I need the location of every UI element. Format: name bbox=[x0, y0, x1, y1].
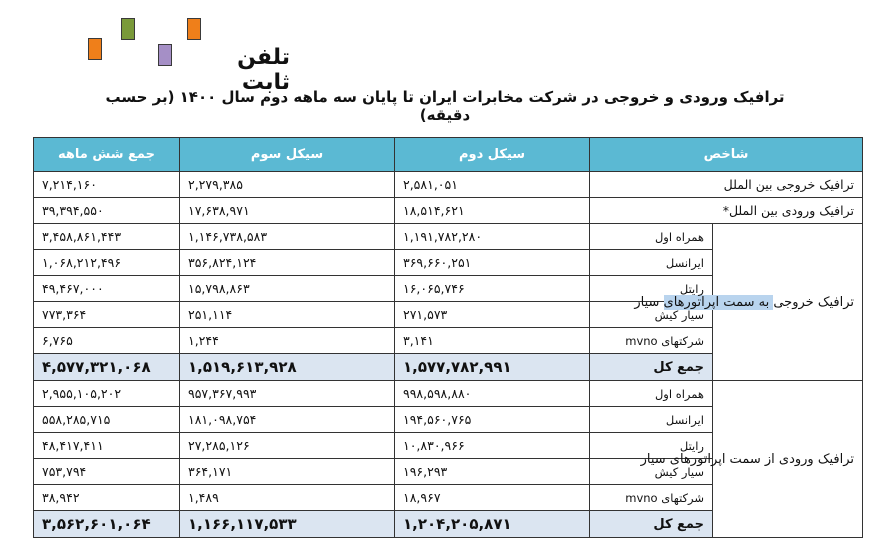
cycle3-value: ۲,۲۷۹,۳۸۵ bbox=[180, 172, 395, 198]
header-total: جمع شش ماهه bbox=[34, 138, 180, 172]
incoming-group-label: ترافیک ورودی از سمت اپراتورهای سیار bbox=[713, 381, 863, 538]
cycle3-value: ۲۷,۲۸۵,۱۲۶ bbox=[180, 433, 395, 459]
header-cycle2: سیکل دوم bbox=[395, 138, 590, 172]
cycle2-value: ۱۹۴,۵۶۰,۷۶۵ bbox=[395, 407, 590, 433]
operator-label: ایرانسل bbox=[590, 407, 713, 433]
cycle3-value: ۲۵۱,۱۱۴ bbox=[180, 302, 395, 328]
cycle3-value: ۱۵,۷۹۸,۸۶۳ bbox=[180, 276, 395, 302]
cycle2-value: ۱۸,۹۶۷ bbox=[395, 485, 590, 511]
cycle2-value: ۱۹۶,۲۹۳ bbox=[395, 459, 590, 485]
operator-label: رایتل bbox=[590, 433, 713, 459]
total-value: ۴۸,۴۱۷,۴۱۱ bbox=[34, 433, 180, 459]
total-value: ۳۸,۹۴۲ bbox=[34, 485, 180, 511]
cycle3-value: ۱۸۱,۰۹۸,۷۵۴ bbox=[180, 407, 395, 433]
cycle2-value: ۳۶۹,۶۶۰,۲۵۱ bbox=[395, 250, 590, 276]
group-text-start: ترافیک خروجی bbox=[773, 294, 854, 310]
row-label: ترافیک ورودی بین الملل* bbox=[590, 198, 863, 224]
traffic-table bbox=[33, 137, 863, 538]
total-value: ۱,۰۶۸,۲۱۲,۴۹۶ bbox=[34, 250, 180, 276]
total-value: ۷۵۳,۷۹۴ bbox=[34, 459, 180, 485]
cycle3-value: ۳۵۶,۸۲۴,۱۲۴ bbox=[180, 250, 395, 276]
operator-label: همراه اول bbox=[590, 381, 713, 407]
group-text-end: سیار bbox=[634, 294, 664, 310]
cycle2-value: ۹۹۸,۵۹۸,۸۸۰ bbox=[395, 381, 590, 407]
operator-label: ایرانسل bbox=[590, 250, 713, 276]
total-value: ۵۵۸,۲۸۵,۷۱۵ bbox=[34, 407, 180, 433]
brand-name: تلفن ثابت bbox=[237, 45, 290, 95]
table-row bbox=[34, 198, 863, 224]
cycle3-value: ۱,۵۱۹,۶۱۳,۹۲۸ bbox=[180, 354, 395, 381]
cycle3-value: ۹۵۷,۳۶۷,۹۹۳ bbox=[180, 381, 395, 407]
total-value: ۷,۲۱۴,۱۶۰ bbox=[34, 172, 180, 198]
cycle3-value: ۱۷,۶۳۸,۹۷۱ bbox=[180, 198, 395, 224]
table-row bbox=[34, 224, 863, 250]
orange-square-icon bbox=[187, 18, 201, 40]
table-row bbox=[34, 172, 863, 198]
cycle2-value: ۲۷۱,۵۷۳ bbox=[395, 302, 590, 328]
header-cycle3: سیکل سوم bbox=[180, 138, 395, 172]
total-value: ۳,۴۵۸,۸۶۱,۴۴۳ bbox=[34, 224, 180, 250]
total-value: ۴۹,۴۶۷,۰۰۰ bbox=[34, 276, 180, 302]
operator-label: سیار کیش bbox=[590, 459, 713, 485]
cycle3-value: ۱,۲۴۴ bbox=[180, 328, 395, 354]
purple-square-icon bbox=[158, 44, 172, 66]
cycle3-value: ۱,۴۸۹ bbox=[180, 485, 395, 511]
page-title: ترافیک ورودی و خروجی در شرکت مخابرات ایران تا پایان سه ماهه دوم سال ۱۴۰۰ (بر حسب دقیقه) bbox=[105, 88, 785, 124]
cycle3-value: ۱,۱۶۶,۱۱۷,۵۳۳ bbox=[180, 511, 395, 538]
cycle2-value: ۱,۱۹۱,۷۸۲,۲۸۰ bbox=[395, 224, 590, 250]
text-selection-highlight: به سمت اپراتورهای bbox=[663, 294, 774, 310]
cycle3-value: ۱,۱۴۶,۷۳۸,۵۸۳ bbox=[180, 224, 395, 250]
total-value: ۴,۵۷۷,۳۲۱,۰۶۸ bbox=[34, 354, 180, 381]
cycle2-value: ۱۰,۸۳۰,۹۶۶ bbox=[395, 433, 590, 459]
cycle2-value: ۱,۵۷۷,۷۸۲,۹۹۱ bbox=[395, 354, 590, 381]
green-square-icon bbox=[121, 18, 135, 40]
cycle2-value: ۳,۱۴۱ bbox=[395, 328, 590, 354]
operator-label: شرکتهای mvno bbox=[590, 328, 713, 354]
total-label: جمع کل bbox=[590, 511, 713, 538]
cycle2-value: ۲,۵۸۱,۰۵۱ bbox=[395, 172, 590, 198]
table-header-row bbox=[34, 138, 863, 172]
orange-square-icon bbox=[88, 38, 102, 60]
header-indicator: شاخص bbox=[590, 138, 863, 172]
table-row bbox=[34, 381, 863, 407]
total-value: ۳۹,۳۹۴,۵۵۰ bbox=[34, 198, 180, 224]
operator-label: همراه اول bbox=[590, 224, 713, 250]
operator-label: رایتل bbox=[590, 276, 713, 302]
logo bbox=[0, 0, 891, 95]
operator-label: سیار کیش bbox=[590, 302, 713, 328]
row-label: ترافیک خروجی بین الملل bbox=[590, 172, 863, 198]
total-label: جمع کل bbox=[590, 354, 713, 381]
cycle2-value: ۱۶,۰۶۵,۷۴۶ bbox=[395, 276, 590, 302]
cycle2-value: ۱,۲۰۴,۲۰۵,۸۷۱ bbox=[395, 511, 590, 538]
total-value: ۲,۹۵۵,۱۰۵,۲۰۲ bbox=[34, 381, 180, 407]
operator-label: شرکتهای mvno bbox=[590, 485, 713, 511]
total-value: ۷۷۳,۳۶۴ bbox=[34, 302, 180, 328]
cycle3-value: ۳۶۴,۱۷۱ bbox=[180, 459, 395, 485]
cycle2-value: ۱۸,۵۱۴,۶۲۱ bbox=[395, 198, 590, 224]
total-value: ۶,۷۶۵ bbox=[34, 328, 180, 354]
total-value: ۳,۵۶۲,۶۰۱,۰۶۴ bbox=[34, 511, 180, 538]
